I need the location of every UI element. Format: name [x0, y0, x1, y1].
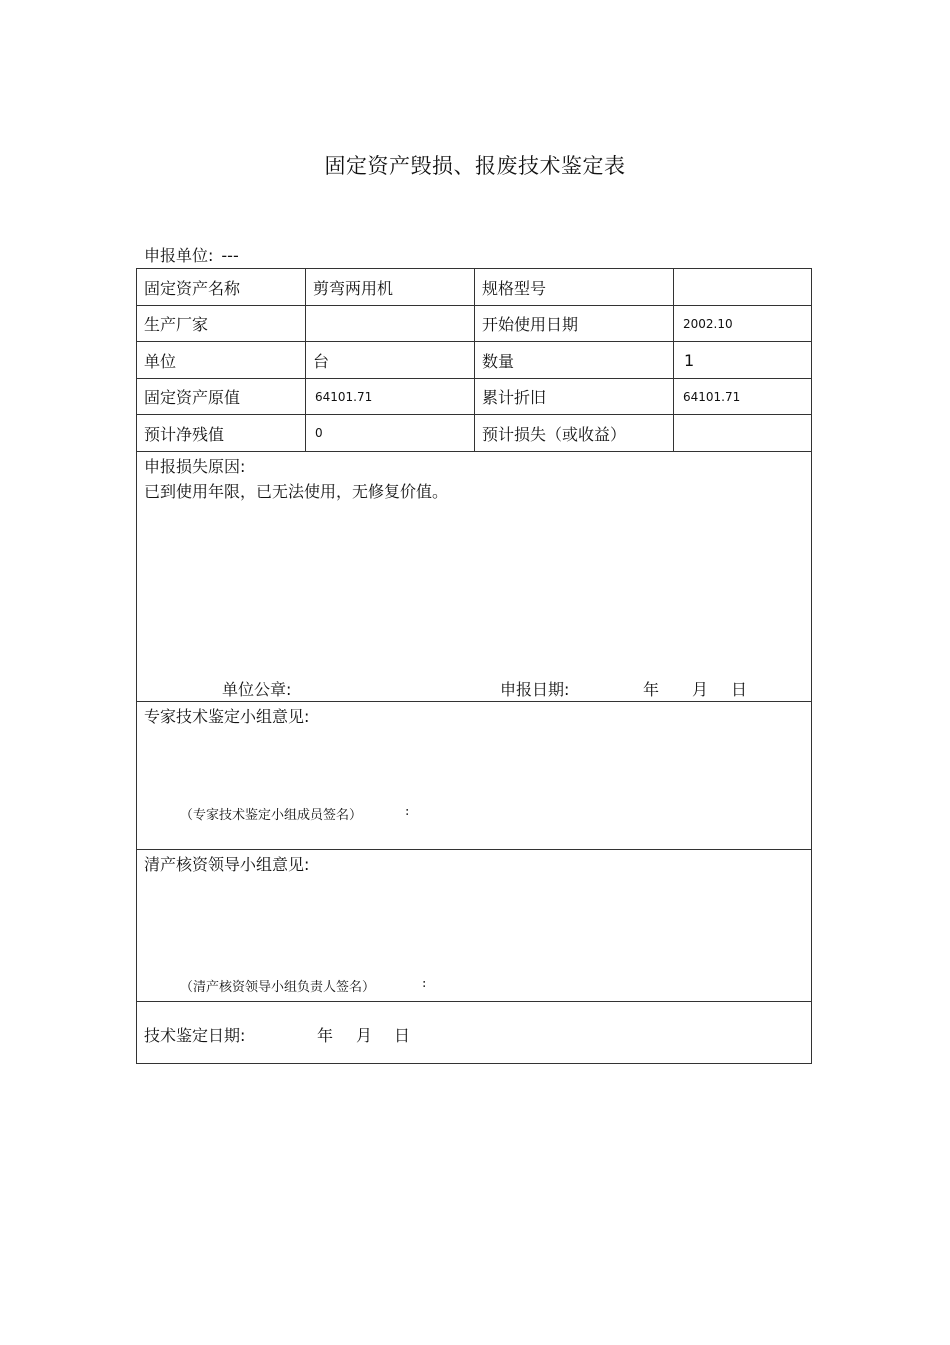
expert-sign-label: （专家技术鉴定小组成员签名） — [180, 808, 363, 823]
declare-date-day: 日 — [731, 680, 748, 699]
cell-spec-model-value — [674, 269, 811, 306]
cell-start-date-label: 开始使用日期 — [475, 306, 674, 342]
cell-quantity-value: 1 — [674, 342, 811, 379]
cell-start-date-value: 2002.10 — [674, 306, 811, 342]
asset-info-table — [137, 269, 811, 452]
cell-depreciation-value: 64101.71 — [674, 379, 811, 415]
page-title: 固定资产毁损、报废技术鉴定表 — [324, 154, 626, 178]
declare-date-month: 月 — [692, 680, 709, 699]
expert-opinion-section — [137, 702, 811, 850]
cell-spec-model-label: 规格型号 — [475, 269, 674, 306]
cell-manufacturer-label: 生产厂家 — [137, 306, 306, 342]
cell-asset-name-value: 剪弯两用机 — [306, 269, 475, 306]
cell-depreciation-label: 累计折旧 — [475, 379, 674, 415]
declare-unit-label: 申报单位: — [144, 246, 214, 265]
expert-opinion-label: 专家技术鉴定小组意见: — [144, 707, 310, 726]
tech-date-section — [137, 1002, 811, 1064]
cell-expected-loss-value — [674, 415, 811, 452]
cell-quantity-label: 数量 — [475, 342, 674, 379]
declare-date-year: 年 — [643, 680, 660, 699]
declare-unit-value: --- — [221, 246, 239, 265]
unit-seal-label: 单位公章: — [222, 680, 292, 699]
cell-unit-label: 单位 — [137, 342, 306, 379]
cell-residual-label: 预计净残值 — [137, 415, 306, 452]
cell-manufacturer-value — [306, 306, 475, 342]
cell-original-value-value: 64101.71 — [306, 379, 475, 415]
cell-expected-loss-label: 预计损失（或收益） — [475, 415, 674, 452]
loss-reason-section — [137, 452, 811, 702]
leader-opinion-label: 清产核资领导小组意见: — [144, 855, 310, 874]
leader-sign-label: （清产核资领导小组负责人签名） — [180, 980, 376, 995]
declare-unit — [144, 243, 239, 266]
appraisal-form — [136, 268, 812, 1064]
leader-sign-colon: : — [422, 976, 427, 991]
leader-opinion-section — [137, 850, 811, 1002]
cell-residual-value: 0 — [306, 415, 475, 452]
declare-date-label: 申报日期: — [500, 680, 570, 699]
expert-sign-colon: : — [405, 804, 410, 819]
cell-asset-name-label: 固定资产名称 — [137, 269, 306, 306]
tech-date-year: 年 — [317, 1026, 334, 1045]
tech-date-month: 月 — [356, 1026, 373, 1045]
loss-reason-text: 已到使用年限，已无法使用，无修复价值。 — [144, 482, 449, 501]
tech-date-day: 日 — [394, 1026, 411, 1045]
tech-date-label: 技术鉴定日期: — [144, 1026, 246, 1045]
loss-reason-label: 申报损失原因: — [144, 457, 246, 476]
cell-unit-value: 台 — [306, 342, 475, 379]
cell-original-value-label: 固定资产原值 — [137, 379, 306, 415]
